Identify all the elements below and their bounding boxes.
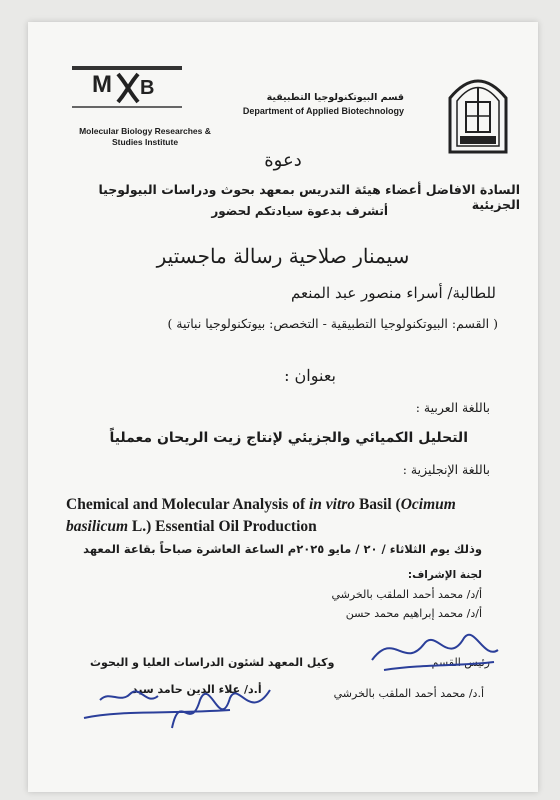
vice-dean-signature bbox=[80, 670, 280, 740]
assiut-university-seal-icon bbox=[444, 68, 512, 154]
svg-text:M: M bbox=[92, 71, 112, 98]
committee-member: أ/د/ محمد إبراهيم محمد حسن bbox=[345, 607, 482, 620]
department-head-signature bbox=[364, 620, 504, 680]
student-name: للطالبة/ أسراء منصور عبد المنعم bbox=[291, 284, 496, 302]
department-name-ar: قسم البيوتكنولوجيا التطبيقية bbox=[266, 92, 404, 103]
svg-text:B: B bbox=[140, 77, 155, 99]
arabic-label: باللغة العربية : bbox=[415, 400, 490, 415]
committee-member: أ/د/ محمد أحمد الملقب بالخرشي bbox=[331, 588, 482, 601]
department-specialty: ( القسم: البيوتكنولوجيا التطبيقية - التخصص: بيوتكنولوجيا نباتية ) bbox=[167, 316, 498, 331]
invitation-addressees: السادة الافاضل أعضاء هيئة التدريس بمعهد بحوث ودراسات البيولوجيا الجزيئية bbox=[98, 182, 520, 212]
department-head-name: أ.د/ محمد أحمد الملقب بالخرشي bbox=[333, 687, 484, 700]
thesis-title-part: L.) Essential Oil Production bbox=[128, 518, 317, 535]
thesis-title-ar: التحليل الكميائي والجزيئي لإنتاج زيت الريحان معملياً bbox=[109, 430, 468, 446]
dna-helix-logo-icon bbox=[72, 64, 182, 112]
vice-dean-name: أ.د/ علاء الدين حامد سيد bbox=[132, 683, 262, 696]
seminar-title: سيمنار صلاحية رسالة ماجستير bbox=[156, 244, 410, 268]
department-head-title: رئيس القسم bbox=[431, 656, 490, 669]
species-name: Ocimum basilicum bbox=[66, 496, 456, 535]
invitation-document bbox=[28, 22, 538, 792]
invitation-title: دعوة bbox=[264, 150, 302, 171]
committee-label: لجنة الإشراف: bbox=[407, 569, 482, 581]
thesis-title-part: Basil ( bbox=[355, 496, 401, 513]
date-time-location: وذلك يوم الثلاثاء / ٢٠ / مايو ٢٠٢٥م الساعة العاشرة صباحاً بقاعة المعهد bbox=[83, 542, 482, 556]
vice-dean-title: وكيل المعهد لشئون الدراسات العليا و البحوث bbox=[90, 656, 335, 669]
department-name-en: Department of Applied Biotechnology bbox=[242, 106, 404, 116]
invitation-request: أتشرف بدعوة سيادتكم لحضور bbox=[211, 204, 388, 218]
thesis-title-part: Chemical and Molecular Analysis of bbox=[66, 496, 309, 513]
department-block bbox=[234, 92, 404, 116]
english-label: باللغة الإنجليزية : bbox=[402, 462, 490, 477]
institute-name: Molecular Biology Researches & Studies Institute bbox=[79, 126, 211, 147]
thesis-title-italic: in vitro bbox=[308, 496, 356, 513]
titled-label: بعنوان : bbox=[284, 366, 336, 385]
thesis-title-en bbox=[66, 494, 506, 538]
